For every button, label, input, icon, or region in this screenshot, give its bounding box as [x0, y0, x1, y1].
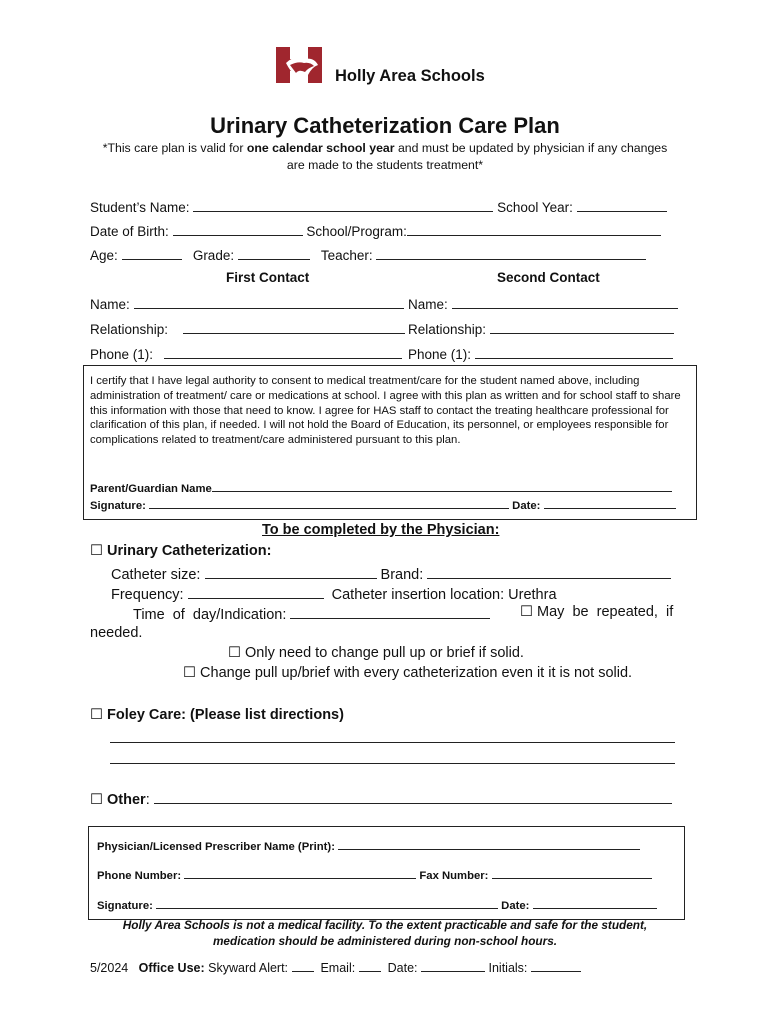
catheterization-row: ☐ Urinary Catheterization:: [90, 543, 272, 559]
needed-text: needed.: [90, 625, 143, 641]
prescriber-name-row: Physician/Licensed Prescriber Name (Print):: [97, 838, 640, 853]
age-field[interactable]: [122, 245, 182, 260]
second-contact-name-row: Name:: [408, 294, 678, 312]
second-contact-phone-field[interactable]: [475, 344, 673, 359]
prescriber-signature-field[interactable]: [156, 897, 498, 909]
consent-statement: I certify that I have legal authority to consent to medical treatment/care for the student named above, including administration of treatment/ care or medications at school. I agree with this plan as written and for school staff to share this information with those that need to know. I agree for HAS staff to contact the treating healthcare professional for clarification of this plan, if needed. I will not hold the Board of Education, its personnel, or employees responsible for complications related to treatment/care administered pursuant to this plan.: [90, 375, 681, 447]
catheterization-checkbox[interactable]: ☐: [90, 543, 103, 559]
first-contact-heading: First Contact: [226, 270, 310, 285]
disclaimer-line-2: medication should be administered during non-school hours.: [212, 934, 558, 948]
second-contact-relationship-field[interactable]: [490, 319, 674, 334]
foley-directions-line-2[interactable]: [110, 749, 675, 764]
first-contact-relationship-field[interactable]: [183, 319, 405, 334]
first-contact-name-row: Name:: [90, 294, 404, 312]
second-contact-relationship-row: Relationship:: [408, 319, 674, 337]
pullup-every-row: ☐ Change pull up/brief with every catheterization even it it is not solid.: [183, 665, 633, 681]
catheter-size-row: Catheter size: Brand:: [111, 564, 671, 583]
pullup-solid-row: ☐ Only need to change pull up or brief if solid.: [228, 645, 524, 661]
second-contact-heading: Second Contact: [497, 270, 600, 285]
physician-heading: To be completed by the Physician:: [262, 522, 500, 538]
second-contact-name-field[interactable]: [452, 294, 678, 309]
time-of-day-field[interactable]: [290, 604, 490, 619]
guardian-date-field[interactable]: [544, 497, 676, 509]
foley-care-row: ☐ Foley Care: (Please list directions): [90, 707, 344, 723]
prescriber-name-field[interactable]: [338, 838, 640, 850]
grade-field[interactable]: [238, 245, 310, 260]
catheter-size-field[interactable]: [205, 564, 377, 579]
office-date-field[interactable]: [421, 960, 485, 972]
school-logo: [274, 45, 324, 85]
other-field[interactable]: [154, 789, 672, 804]
pullup-every-checkbox[interactable]: ☐: [183, 665, 196, 681]
age-row: Age: Grade: Teacher:: [90, 245, 646, 263]
foley-directions-line-1[interactable]: [110, 728, 675, 743]
brand-field[interactable]: [427, 564, 671, 579]
second-contact-phone-row: Phone (1):: [408, 344, 673, 362]
dob-field[interactable]: [173, 221, 303, 236]
guardian-signature-row: Signature: Date:: [90, 497, 676, 512]
email-field[interactable]: [359, 960, 381, 972]
dob-row: Date of Birth: School/Program:: [90, 221, 661, 239]
first-contact-phone-row: Phone (1):: [90, 344, 402, 362]
frequency-field[interactable]: [188, 584, 324, 599]
school-name: Holly Area Schools: [335, 67, 485, 85]
first-contact-phone-field[interactable]: [164, 344, 402, 359]
prescriber-fax-field[interactable]: [492, 867, 652, 879]
validity-note-line2: are made to the students treatment*: [286, 158, 484, 172]
pullup-solid-checkbox[interactable]: ☐: [228, 645, 241, 661]
prescriber-phone-row: Phone Number: Fax Number:: [97, 867, 652, 882]
school-program-field[interactable]: [407, 221, 661, 236]
frequency-row: Frequency: Catheter insertion location: Urethra: [111, 584, 557, 603]
first-contact-relationship-row: Relationship:: [90, 319, 405, 337]
teacher-field[interactable]: [376, 245, 646, 260]
disclaimer-line-1: Holly Area Schools is not a medical facility. To the extent practicable and safe for the student,: [122, 918, 648, 932]
office-use-row: 5/2024 Office Use: Skyward Alert: Email: Date: Initials:: [90, 960, 581, 975]
time-of-day-row: Time of day/Indication:: [133, 604, 490, 623]
student-name-field[interactable]: [193, 197, 493, 212]
other-row: ☐ Other:: [90, 789, 672, 808]
may-repeat-row: ☐ May be repeated, if: [520, 604, 674, 620]
revision-date: 5/2024: [90, 961, 129, 975]
skyward-alert-field[interactable]: [292, 960, 314, 972]
initials-field[interactable]: [531, 960, 581, 972]
first-contact-name-field[interactable]: [134, 294, 404, 309]
page-title: Urinary Catheterization Care Plan: [210, 113, 560, 138]
guardian-name-field[interactable]: [212, 480, 672, 492]
other-checkbox[interactable]: ☐: [90, 792, 103, 808]
prescriber-phone-field[interactable]: [184, 867, 416, 879]
may-repeat-checkbox[interactable]: ☐: [520, 604, 533, 620]
foley-care-checkbox[interactable]: ☐: [90, 707, 103, 723]
prescriber-date-field[interactable]: [533, 897, 657, 909]
student-name-row: Student’s Name: School Year:: [90, 197, 667, 215]
guardian-name-row: Parent/Guardian Name: [90, 480, 672, 495]
validity-note: *This care plan is valid for one calendar school year and must be updated by physician if any changes: [102, 141, 668, 155]
guardian-signature-field[interactable]: [149, 497, 509, 509]
school-year-field[interactable]: [577, 197, 667, 212]
prescriber-signature-row: Signature: Date:: [97, 897, 657, 912]
